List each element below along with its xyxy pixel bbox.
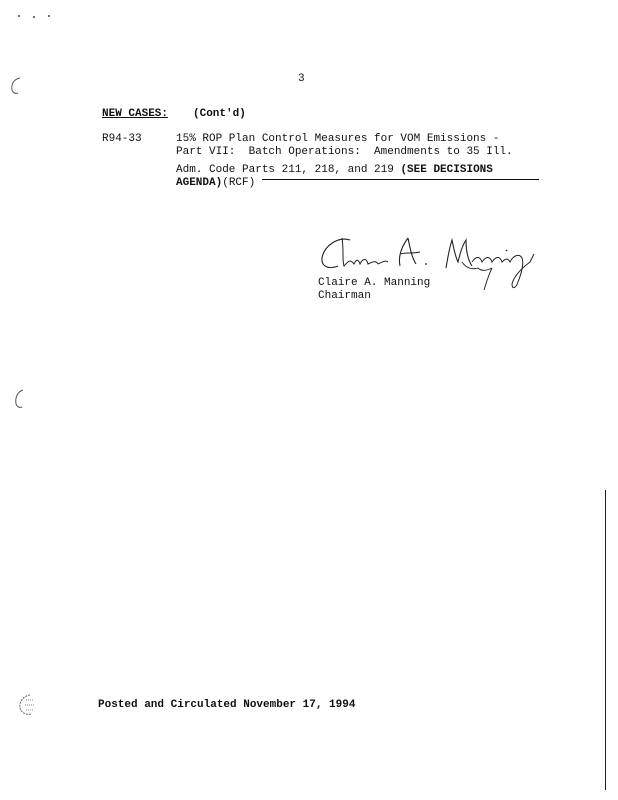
scan-speck	[48, 15, 50, 17]
scan-speck	[18, 15, 20, 17]
page-number: 3	[298, 73, 305, 85]
case-number: R94-33	[102, 133, 142, 145]
posted-circulated-line: Posted and Circulated November 17, 1994	[98, 699, 356, 711]
scan-speck	[33, 16, 35, 18]
decisions-agenda-ref: (SEE DECISIONS	[400, 164, 493, 176]
signatory-title: Chairman	[318, 290, 371, 302]
binder-hole-mark	[16, 692, 40, 718]
agenda-label: AGENDA)	[176, 177, 223, 189]
signatory-name: Claire A. Manning	[318, 277, 431, 289]
case-underline-rule	[262, 179, 539, 180]
section-heading: NEW CASES:	[102, 108, 169, 120]
case-description-text: Adm. Code Parts 211, 218, and 219	[176, 164, 394, 176]
case-description-line: Part VII: Batch Operations: Amendments to 35 Ill.	[176, 146, 513, 158]
binder-hole-mark	[8, 76, 22, 96]
case-description-line	[176, 172, 255, 190]
binder-hole-mark	[12, 388, 26, 410]
staff-initials: (RCF)	[222, 177, 256, 189]
scan-edge-line	[605, 490, 606, 790]
case-description-line: 15% ROP Plan Control Measures for VOM Emissions -	[176, 133, 500, 145]
section-continued: (Cont'd)	[193, 108, 246, 120]
